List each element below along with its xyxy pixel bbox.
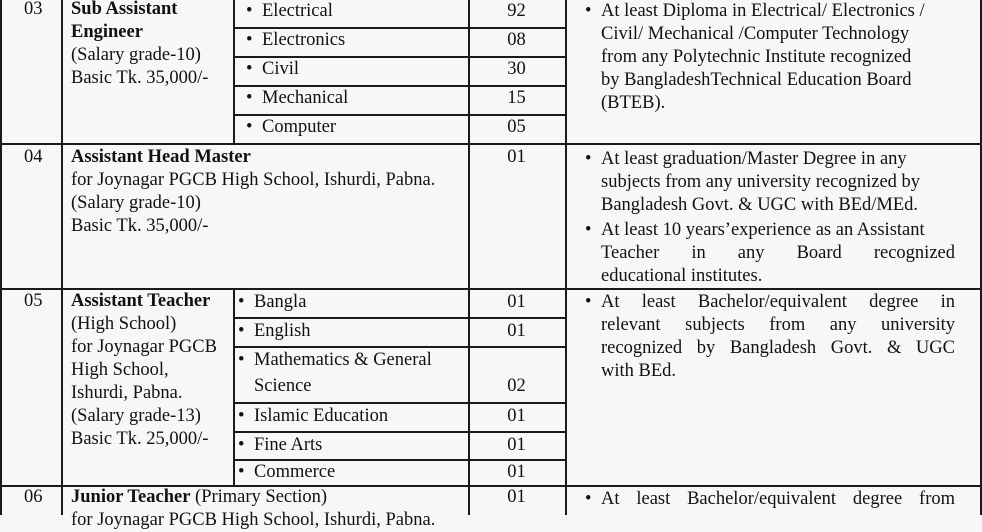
subject-item: • Bangla	[254, 291, 306, 314]
requirement-line: relevant subjects from any university	[601, 315, 955, 335]
requirement-line: • At least graduation/Master Degree in any	[601, 148, 907, 171]
subject-item: • Islamic Education	[254, 405, 388, 428]
requirement-line: educational institutes.	[601, 266, 763, 286]
post-count: 08	[507, 30, 526, 50]
requirement-line: (BTEB).	[601, 93, 666, 113]
requirement-line: • At least 10 years’experience as an Assistant	[601, 219, 925, 242]
subrow-divider	[233, 402, 565, 404]
post-title-line-2: Engineer	[71, 22, 143, 42]
post-location: for Joynagar PGCB High School, Ishurdi, Pabna.	[71, 170, 436, 190]
serial-number: 06	[24, 487, 43, 507]
requirement-line: Teacher in any Board recognized	[601, 243, 955, 263]
subrow-divider	[233, 346, 565, 348]
subject-item: • Fine Arts	[254, 434, 322, 457]
requirement-line: from any Polytechnic Institute recognized	[601, 47, 912, 67]
column-divider-serial	[61, 0, 63, 515]
subject-item: • Mechanical	[262, 87, 348, 110]
post-count: 92	[507, 1, 526, 21]
table-border-left	[0, 0, 2, 515]
subject-item: • Commerce	[254, 461, 335, 484]
post-count: 30	[507, 59, 526, 79]
basic-salary: Basic Tk. 25,000/-	[71, 429, 209, 449]
post-count: 01	[507, 321, 526, 341]
requirement-line: • At least Diploma in Electrical/ Electronics /	[601, 0, 925, 23]
salary-grade: (Salary grade-10)	[71, 45, 201, 65]
subject-item: • Electronics	[262, 29, 345, 52]
requirement-line: • At least Bachelor/equivalent degree in	[601, 291, 955, 314]
post-count: 01	[507, 487, 526, 507]
requirement-line: Bangladesh Govt. & UGC with BEd/MEd.	[601, 195, 919, 215]
requirement-line: recognized by Bangladesh Govt. & UGC	[601, 338, 955, 358]
requirement-line: Civil/ Mechanical /Computer Technology	[601, 24, 910, 44]
post-detail-line: Ishurdi, Pabna.	[71, 383, 183, 403]
subject-item: • Mathematics & General	[254, 349, 432, 372]
post-detail-line: for Joynagar PGCB	[71, 337, 217, 357]
post-title: Junior Teacher	[71, 487, 191, 507]
post-count: 15	[507, 88, 526, 108]
post-count: 02	[507, 376, 526, 396]
salary-grade: (Salary grade-10)	[71, 193, 201, 213]
post-count: 01	[507, 406, 526, 426]
basic-salary: Basic Tk. 35,000/-	[71, 216, 209, 236]
post-detail-line: (High School)	[71, 314, 177, 334]
post-count: 01	[507, 462, 526, 482]
subject-item: • English	[254, 320, 311, 343]
serial-number: 05	[24, 291, 43, 311]
subject-item: • Electrical	[262, 0, 333, 23]
requirement-line: by BangladeshTechnical Education Board	[601, 70, 912, 90]
column-divider-subject-left	[233, 0, 235, 143]
serial-number: 03	[24, 0, 43, 19]
post-count: 01	[507, 147, 526, 167]
subject-item-continued: Science	[254, 376, 312, 396]
post-title: Sub Assistant	[71, 0, 178, 19]
post-location: for Joynagar PGCB High School, Ishurdi, Pabna.	[71, 510, 436, 530]
row-divider	[0, 143, 982, 145]
column-divider-count	[565, 0, 567, 515]
subject-item: • Computer	[262, 116, 336, 139]
post-count: 01	[507, 435, 526, 455]
post-title: Assistant Head Master	[71, 147, 251, 167]
basic-salary: Basic Tk. 35,000/-	[71, 68, 209, 88]
serial-number: 04	[24, 147, 43, 167]
post-title: Assistant Teacher	[71, 291, 211, 311]
requirement-line: subjects from any university recognized by	[601, 172, 921, 192]
post-detail-line: High School,	[71, 360, 169, 380]
requirement-line: • At least Bachelor/equivalent degree from	[601, 488, 955, 511]
post-title-suffix: (Primary Section)	[195, 487, 328, 507]
salary-grade: (Salary grade-13)	[71, 406, 201, 426]
post-title-line	[71, 486, 327, 509]
post-count: 01	[507, 292, 526, 312]
subrow-divider	[233, 317, 565, 319]
requirement-line: with BEd.	[601, 361, 677, 381]
post-count: 05	[507, 117, 526, 137]
subject-item: • Civil	[262, 58, 299, 81]
subrow-divider	[233, 431, 565, 433]
